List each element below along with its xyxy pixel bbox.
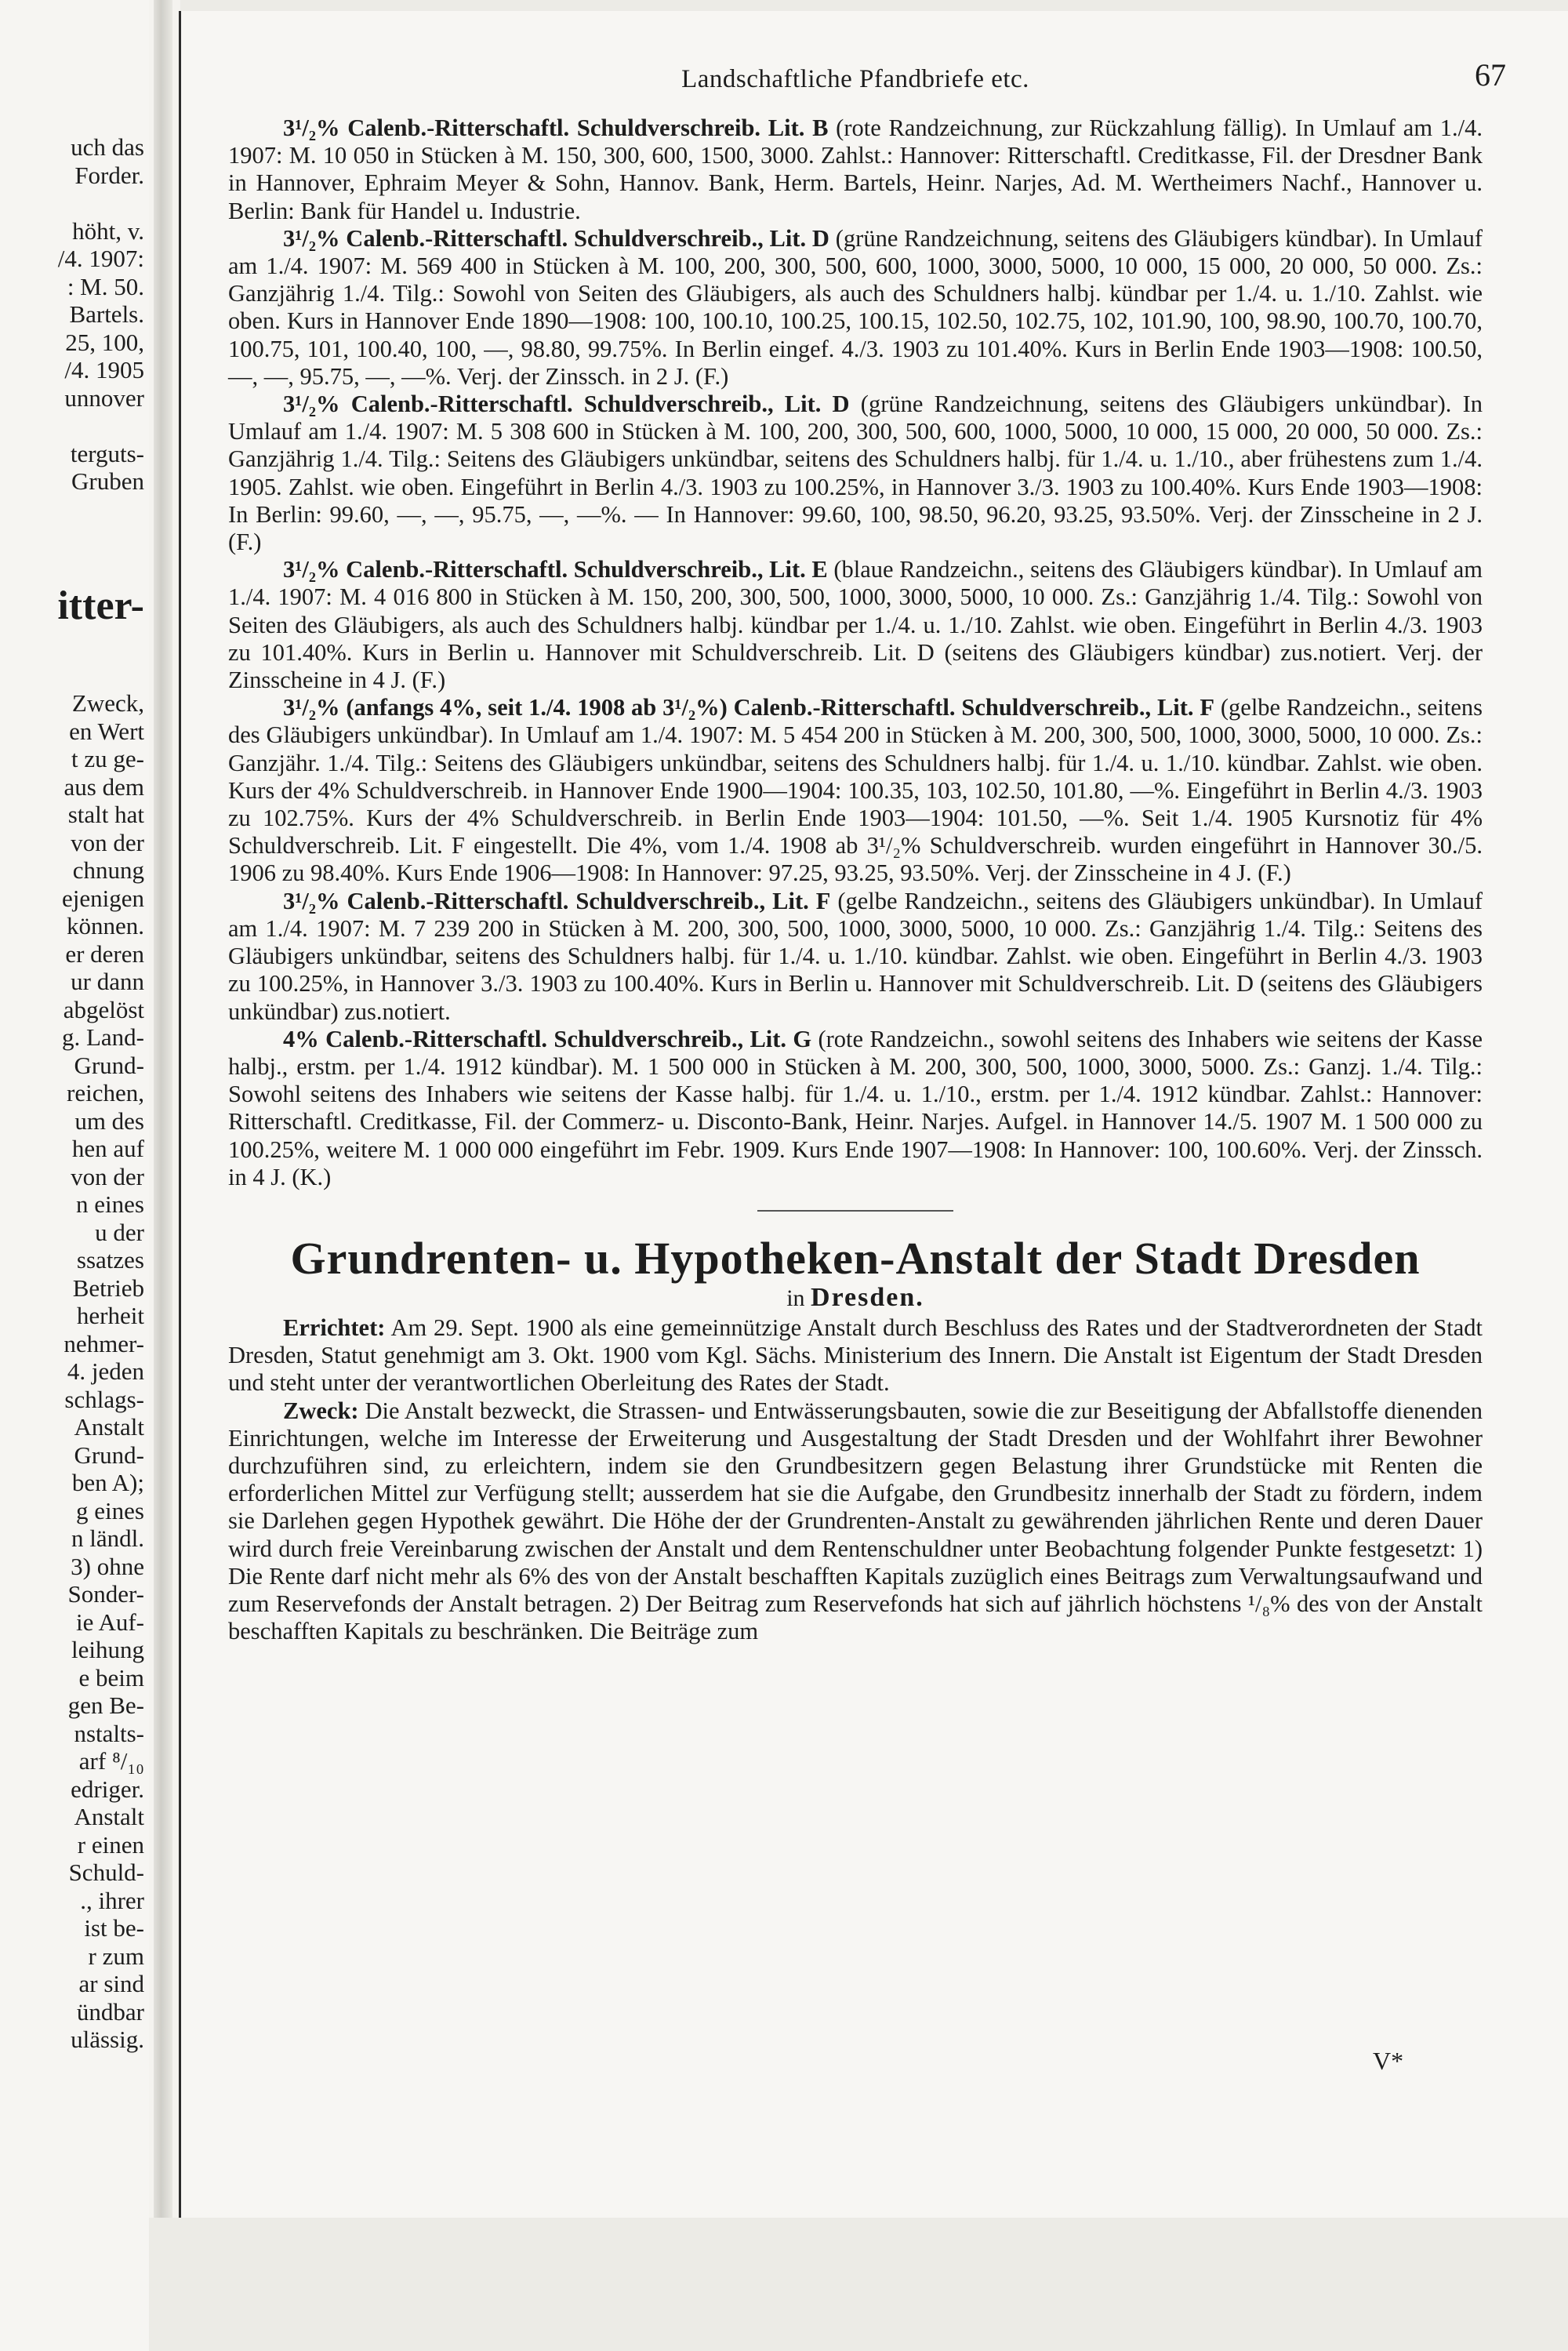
margin-fragment [0, 496, 149, 524]
bond-entry-heading: 3¹/₂% Calenb.-Ritterschaftl. Schuldverschreib., Lit. F [283, 887, 831, 914]
margin-fragment [0, 551, 149, 580]
margin-fragment: Forder. [74, 161, 144, 189]
margin-fragment: g. Land- [61, 1023, 144, 1051]
margin-fragment: unnover [64, 383, 144, 412]
margin-fragment: herheit [76, 1302, 144, 1329]
section-paragraph-label: Errichtet: [283, 1314, 386, 1341]
margin-fragment: 25, 100, [65, 328, 144, 356]
margin-fragment [0, 189, 149, 217]
bond-entry-text: (blaue Randzeichn., seitens des Gläubigers kündbar). In Umlauf am 1./4. 1907: M. 4 016 800 in Stücken à M. 150, 200, 300, 500, 1000, 3000, 5000, 10 000. Zs.: Ganzjährig 1./4. Tilg.: Sowohl von Seiten des Gläubigers, als auch des Schuldners halbj. kündbar per 1./4. u. 1./10. Zahlst. wie oben. Eingeführt in Berlin 4./3. 1903 zu 101.40%. Kurs in Berlin u. Hannover mit Schuldverschreib. Lit. D (seitens des Gläubigers kündbar) zus.notiert. Verj. der Zinsscheine in 4 J. (F.) [228, 556, 1483, 694]
margin-fragment: 3) ohne [71, 1552, 144, 1580]
margin-fragment: können. [66, 912, 144, 939]
margin-fragment: en Wert [69, 717, 144, 745]
bond-entry [228, 391, 1483, 556]
bond-entry [228, 694, 1483, 887]
previous-page-margin [0, 0, 149, 2351]
section-paragraph [228, 1314, 1483, 1397]
section-paragraph-label: Zweck: [283, 1397, 359, 1424]
margin-fragment: schlags- [64, 1385, 144, 1413]
margin-fragment: ., ihrer [80, 1886, 144, 1914]
bond-entry-text: (gelbe Randzeichn., seitens des Gläubigers unkündbar). In Umlauf am 1./4. 1907: M. 7 239 200 in Stücken à M. 200, 300, 500, 1000, 3000, 5000, 10 000. Zs.: Ganzjährig 1./4. Tilg.: Seitens des Gläubigers unkündbar, seitens des Schuldners halbj. für 1./4. u. 1./10. kündbar. Zahlst. wie oben. Eingeführt in Berlin 4./3. 1903 zu 100.25%, in Hannover 3./3. 1903 zu 100.40%. Kurs in Berlin u. Hannover mit Schuldverschreib. Lit. D (seitens des Gläubigers unkündbar) zus.notiert. [228, 887, 1483, 1025]
book-page [179, 11, 1568, 2218]
margin-fragment: Zweck, [71, 689, 144, 717]
margin-fragment: e beim [78, 1663, 144, 1691]
bond-entry-text: (rote Randzeichn., sowohl seitens des Inhabers wie seitens der Kasse halbj., erstm. per 1./4. 1912 kündbar). M. 1 500 000 in Stücken à M. 200, 300, 500, 1000, 3000, 5000. Zs.: Ganzj. 1./4. Tilg.: Sowohl seitens des Inhabers wie seitens der Kasse halbj. für 1./4. u. 1./10., erstm. per 1./4. 1912 kündbar. Zahlst.: Hannover: Ritterschaftl. Creditkasse, Fil. der Commerz- u. Disconto-Bank, Heinr. Narjes. Aufgel. in Hannover 14./5. 1907 M. 1 500 000 zu 100.25%, weitere M. 1 000 000 eingeführt im Febr. 1909. Kurs Ende 1907—1908: In Hannover: 100, 100.60%. Verj. der Zinssch. in 4 J. (K.) [228, 1025, 1483, 1190]
bond-entry-text: (grüne Randzeichnung, seitens des Gläubigers unkündbar). In Umlauf am 1./4. 1907: M. 5 308 600 in Stücken à M. 100, 200, 300, 500, 600, 1000, 5000, 10 000, 15 000, 20 000, 50 000. Zs.: Ganzjährig 1./4. Tilg.: Seitens des Gläubigers unkündbar, seitens des Schuldners halbj. für 1./4. u. 1./10., aber frühestens zum 1./4. 1905. Zahlst. wie oben. Eingeführt in Berlin 4./3. 1903 zu 100.25%, in Hannover 3./3. 1903 zu 100.40%. Kurs Ende 1903—1908: In Berlin: 99.60, —, —, 95.75, —, —%. — In Hannover: 99.60, 100, 98.50, 96.20, 93.25, 93.50%. Verj. der Zinsscheine in 2 J. (F.) [228, 391, 1483, 556]
page-content [228, 57, 1506, 1645]
margin-fragment [0, 412, 149, 440]
margin-fragment: gen Be- [67, 1691, 144, 1719]
margin-fragment: Anstalt [74, 1413, 144, 1441]
margin-fragment: Grund- [74, 1441, 144, 1469]
margin-fragment: ben A); [71, 1469, 144, 1496]
margin-fragment: u der [95, 1218, 144, 1246]
margin-fragment: terguts- [70, 439, 144, 467]
bond-entry [228, 556, 1483, 694]
bond-entry-heading: 3¹/₂% Calenb.-Ritterschaftl. Schuldverschreib., Lit. D [283, 391, 850, 418]
margin-fragment: aus dem [64, 772, 144, 801]
book-spine-shadow [154, 0, 172, 2218]
margin-fragment [0, 634, 149, 662]
bond-entry-text: (rote Randzeichnung, zur Rückzahlung fällig). In Umlauf am 1./4. 1907: M. 10 050 in Stücken à M. 150, 300, 600, 1500, 3000. Zahlst.: Hannover: Ritterschaftl. Creditkasse, Fil. der Dresdner Bank in Hannover, Ephraim Meyer & Sohn, Hannov. Bank, Herm. Bartels, Heinr. Narjes, Ad. M. Wertheimers Nachf., Hannover u. Berlin: Bank für Handel u. Industrie. [228, 114, 1483, 224]
margin-fragment: stalt hat [67, 801, 144, 828]
signature-mark: V* [1373, 2047, 1404, 2075]
section-title: Grundrenten- u. Hypotheken-Anstalt der Stadt Dresden [290, 1232, 1421, 1284]
page-header [228, 57, 1506, 114]
margin-fragment: Sonder- [67, 1580, 144, 1608]
margin-fragment [0, 523, 149, 551]
margin-fragment: Schuld- [68, 1859, 144, 1886]
margin-fragment: ur dann [71, 968, 144, 995]
margin-fragment: ie Auf- [76, 1608, 144, 1636]
margin-fragment: /4. 1905 [64, 356, 144, 383]
margin-fragment: höht, v. [72, 216, 144, 245]
bond-entry-text: (gelbe Randzeichn., seitens des Gläubigers unkündbar). In Umlauf am 1./4. 1907: M. 5 454 200 in Stücken à M. 200, 300, 500, 1000, 3000, 5000, 10 000. Zs.: Ganzjähr. 1./4. Tilg.: Seitens des Gläubigers unkündbar, seitens des Schuldners halbj. für 1./4. u. 1./10. kündbar. Zahlst. wie oben. Kurs der 4% Schuldverschreib. in Hannover Ende 1900—1904: 100.35, 103, 102.50, 101.80, —%. Eingeführt in Berlin 4./3. 1903 zu 102.75%. Kurs der 4% Schuldverschreib. in Berlin Ende 1903—1904: 101.50, —%. Seit 1./4. 1905 Kursnotiz für 4% Schuldverschreib. Lit. F eingestellt. Die 4%, vom 1./4. 1908 ab 3¹/₂% Schuldverschreib. wurden eingeführt in Hannover 30./5. 1906 zu 98.40%. Kurs Ende 1906—1908: In Hannover: 97.25, 93.25, 93.50%. Verj. der Zinsscheine in 4 J. (F.) [228, 694, 1483, 887]
bond-entry-heading: 3¹/₂% Calenb.-Ritterschaftl. Schuldverschreib., Lit. D [283, 224, 829, 252]
margin-fragment: n eines [76, 1190, 144, 1218]
section-paragraph-text: Am 29. Sept. 1900 als eine gemeinnützige Anstalt durch Beschluss des Rates und der Stadtverordneten der Stadt Dresden, Statut genehmigt am 3. Okt. 1900 vom Kgl. Sächs. Ministerium des Innern. Die Anstalt ist Eigentum der Stadt Dresden und steht unter der verantwortlichen Oberleitung des Rates der Stadt. [228, 1314, 1483, 1397]
margin-fragment: von der [71, 1162, 144, 1190]
margin-fragment: chnung [72, 856, 144, 884]
margin-fragment: n ländl. [71, 1524, 144, 1552]
bond-entry-heading: 3¹/₂% Calenb.-Ritterschaftl. Schuldverschreib. Lit. B [283, 114, 829, 141]
margin-fragment: t zu ge- [71, 745, 144, 772]
section-divider [757, 1210, 953, 1212]
margin-fragment: itter- [57, 583, 144, 628]
margin-fragment: hen auf [71, 1135, 144, 1162]
bond-entry [228, 1026, 1483, 1191]
margin-fragment: /4. 1907: [57, 245, 144, 272]
margin-fragment: ündbar [76, 1997, 144, 2026]
margin-fragment: g eines [76, 1496, 144, 1524]
bond-entry [228, 114, 1483, 225]
margin-fragment: : M. 50. [67, 272, 144, 300]
margin-fragment [0, 662, 149, 690]
margin-fragment: Grund- [74, 1051, 144, 1079]
margin-fragment: von der [71, 828, 144, 856]
page-number: 67 [1475, 57, 1506, 93]
margin-fragment: arf ⁸/₁₀ [78, 1747, 144, 1775]
bond-entries [228, 114, 1483, 1191]
margin-fragment: Bartels. [69, 300, 144, 328]
margin-fragment: edriger. [71, 1775, 144, 1803]
section-paragraphs [228, 1314, 1483, 1645]
bond-entry [228, 225, 1483, 391]
margin-fragment: abgelöst [63, 995, 144, 1023]
margin-fragment: Gruben [71, 467, 144, 495]
section-subtitle-city: Dresden. [811, 1282, 924, 1312]
margin-fragment: um des [74, 1106, 144, 1135]
margin-fragment: er deren [65, 939, 144, 968]
bond-entry-heading: 3¹/₂% (anfangs 4%, seit 1./4. 1908 ab 3¹/₂%) Calenb.-Ritterschaftl. Schuldverschreib., Lit. F [283, 694, 1215, 721]
margin-fragment: ssatzes [76, 1246, 144, 1274]
section-subtitle-prefix: in [786, 1285, 805, 1311]
margin-fragment: nstalts- [74, 1719, 144, 1747]
running-title: Landschaftliche Pfandbriefe etc. [681, 65, 1029, 93]
bond-entry [228, 888, 1483, 1026]
margin-fragment: 4. jeden [67, 1357, 144, 1385]
bond-entry-text: (grüne Randzeichnung, seitens des Gläubigers kündbar). In Umlauf am 1./4. 1907: M. 569 400 in Stücken à M. 100, 200, 300, 500, 600, 1000, 3000, 5000, 10 000, 15 000, 20 000, 50 000. Zs.: Ganzjährig 1./4. Tilg.: Sowohl von Seiten des Gläubigers, als auch des Schuldners halbj. kündbar per 1./4. u. 1./10. Zahlst. wie oben. Kurs in Hannover Ende 1890—1908: 100, 100.10, 100.25, 100.15, 102.50, 102.75, 102, 101.90, 100, 98.90, 100.70, 100.70, 100.75, 101, 100.40, 100, —, 98.80, 99.75%. In Berlin eingef. 4./3. 1903 zu 101.40%. Kurs in Berlin Ende 1903—1908: 100.50, —, —, 95.75, —, —%. Verj. der Zinssch. in 2 J. (F.) [228, 224, 1483, 390]
margin-fragment: ulässig. [71, 2026, 144, 2053]
section-subtitle [228, 1284, 1483, 1313]
margin-fragment: ist be- [84, 1914, 144, 1942]
margin-fragment: ejenigen [61, 884, 144, 912]
margin-fragment: reichen, [67, 1079, 144, 1106]
margin-fragment: r zum [88, 1942, 144, 1970]
margin-fragment: uch das [71, 133, 144, 161]
margin-fragment: r einen [77, 1830, 144, 1859]
margin-fragment: nehmer- [64, 1329, 144, 1357]
margin-fragment: Anstalt [74, 1803, 144, 1830]
bond-entry-heading: 4% Calenb.-Ritterschaftl. Schuldverschreib., Lit. G [283, 1025, 812, 1052]
margin-fragment: Betrieb [72, 1274, 144, 1302]
section-paragraph-text: Die Anstalt bezweckt, die Strassen- und Entwässerungsbauten, sowie die zur Beseitigung der Abfallstoffe dienenden Einrichtungen, welche im Interesse der Erweiterung und Ausgestaltung der Stadt Dresden und der Wohlfahrt ihrer Bewohner durchzuführen sind, zu erleichtern, indem sie den Grundbesitzern gegen Belastung ihrer Grundstücke mit Renten die erforderlichen Mittel zur Verfügung stellt; ausserdem hat sie die Aufgabe, den Grundbesitz innerhalb der Stadt zu fördern, indem sie Darlehen gegen Hypothek gewährt. Die Höhe der der Grundrenten-Anstalt zu gewährenden jährlichen Rente und deren Dauer wird durch freie Vereinbarung zwischen der Anstalt und dem Rentenschuldner unter Beobachtung folgender Punkte festgesetzt: 1) Die Rente darf nicht mehr als 6% des von der Anstalt beschafften Kapitals zuzüglich eines Beitrags zum Verwaltungsaufwand und zum Reservefonds der Anstalt betragen. 2) Der Beitrag zum Reservefonds hat sich auf jährlich höchstens ¹/₈% des von der Anstalt beschafften Kapitals zu beschränken. Die Beiträge zum [228, 1397, 1483, 1645]
margin-fragment: leihung [71, 1636, 144, 1663]
bond-entry-heading: 3¹/₂% Calenb.-Ritterschaftl. Schuldverschreib., Lit. E [283, 556, 828, 583]
margin-fragment: ar sind [78, 1970, 144, 1997]
section-paragraph [228, 1397, 1483, 1646]
